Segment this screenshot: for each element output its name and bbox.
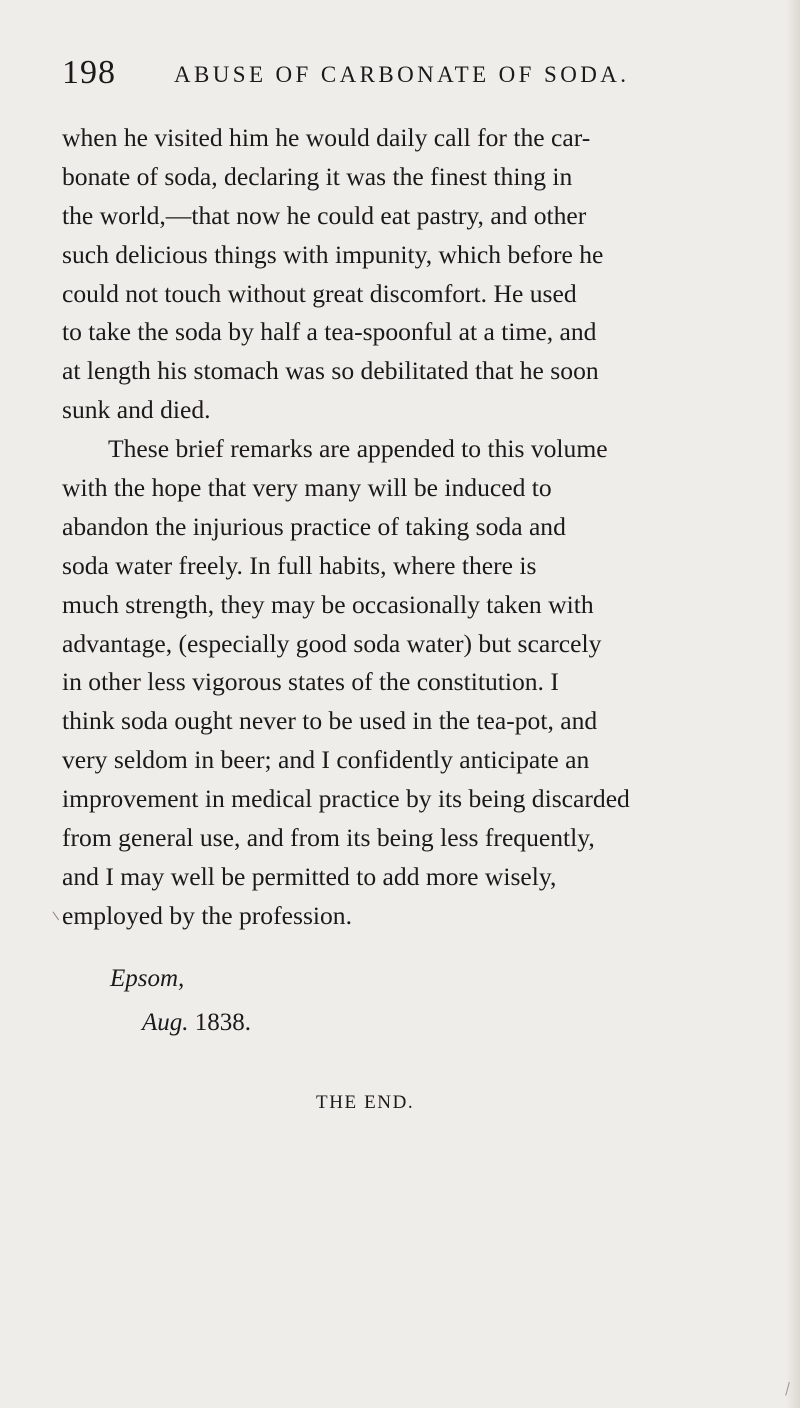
text-line: such delicious things with impunity, which before he [62,239,604,269]
text-line: could not touch without great discomfort. He used [62,278,577,308]
the-end: THE END. [316,1092,415,1113]
dateline-year: 1838. [194,1009,252,1036]
text-line: soda water freely. In full habits, where there is [62,550,537,580]
text-line: and I may well be permitted to add more wisely, [62,861,557,891]
text-line: bonate of soda, declaring it was the finest thing in [62,161,573,191]
text-line: to take the soda by half a tea-spoonful at a time, and [62,317,597,347]
text-line: much strength, they may be occasionally taken with [62,589,594,619]
running-head [62,50,742,100]
page-edge-shadow [786,0,800,1408]
text-line: abandon the injurious practice of taking soda and [62,511,566,541]
dateline-place: Epsom, [110,965,185,992]
text-line: employed by the profession. [62,900,353,930]
paragraph-start-line: These brief remarks are appended to this volume [108,434,608,464]
text-line: very seldom in beer; and I confidently anticipate an [62,745,590,775]
page-number: 198 [62,54,116,91]
body-text [62,119,752,936]
dateline [110,957,251,1045]
text-line: think soda ought never to be used in the tea-pot, and [62,706,598,736]
running-title: ABUSE OF CARBONATE OF SODA. [174,62,630,87]
dateline-month: Aug. [142,1009,189,1036]
dateline-date [110,1001,251,1045]
text-line: when he visited him he would daily call for the car- [62,123,591,152]
text-line: at length his stomach was so debilitated that he soon [62,356,599,386]
text-line: in other less vigorous states of the constitution. I [62,667,559,697]
text-line: with the hope that very many will be induced to [62,473,552,503]
text-line: advantage, (especially good soda water) but scarcely [62,628,602,658]
text-line: from general use, and from its being less frequently, [62,823,595,853]
text-line: improvement in medical practice by its being discarded [62,784,630,814]
text-line: sunk and died. [62,395,211,425]
text-line: the world,—that now he could eat pastry, and other [62,200,587,230]
margin-mark [52,910,61,920]
